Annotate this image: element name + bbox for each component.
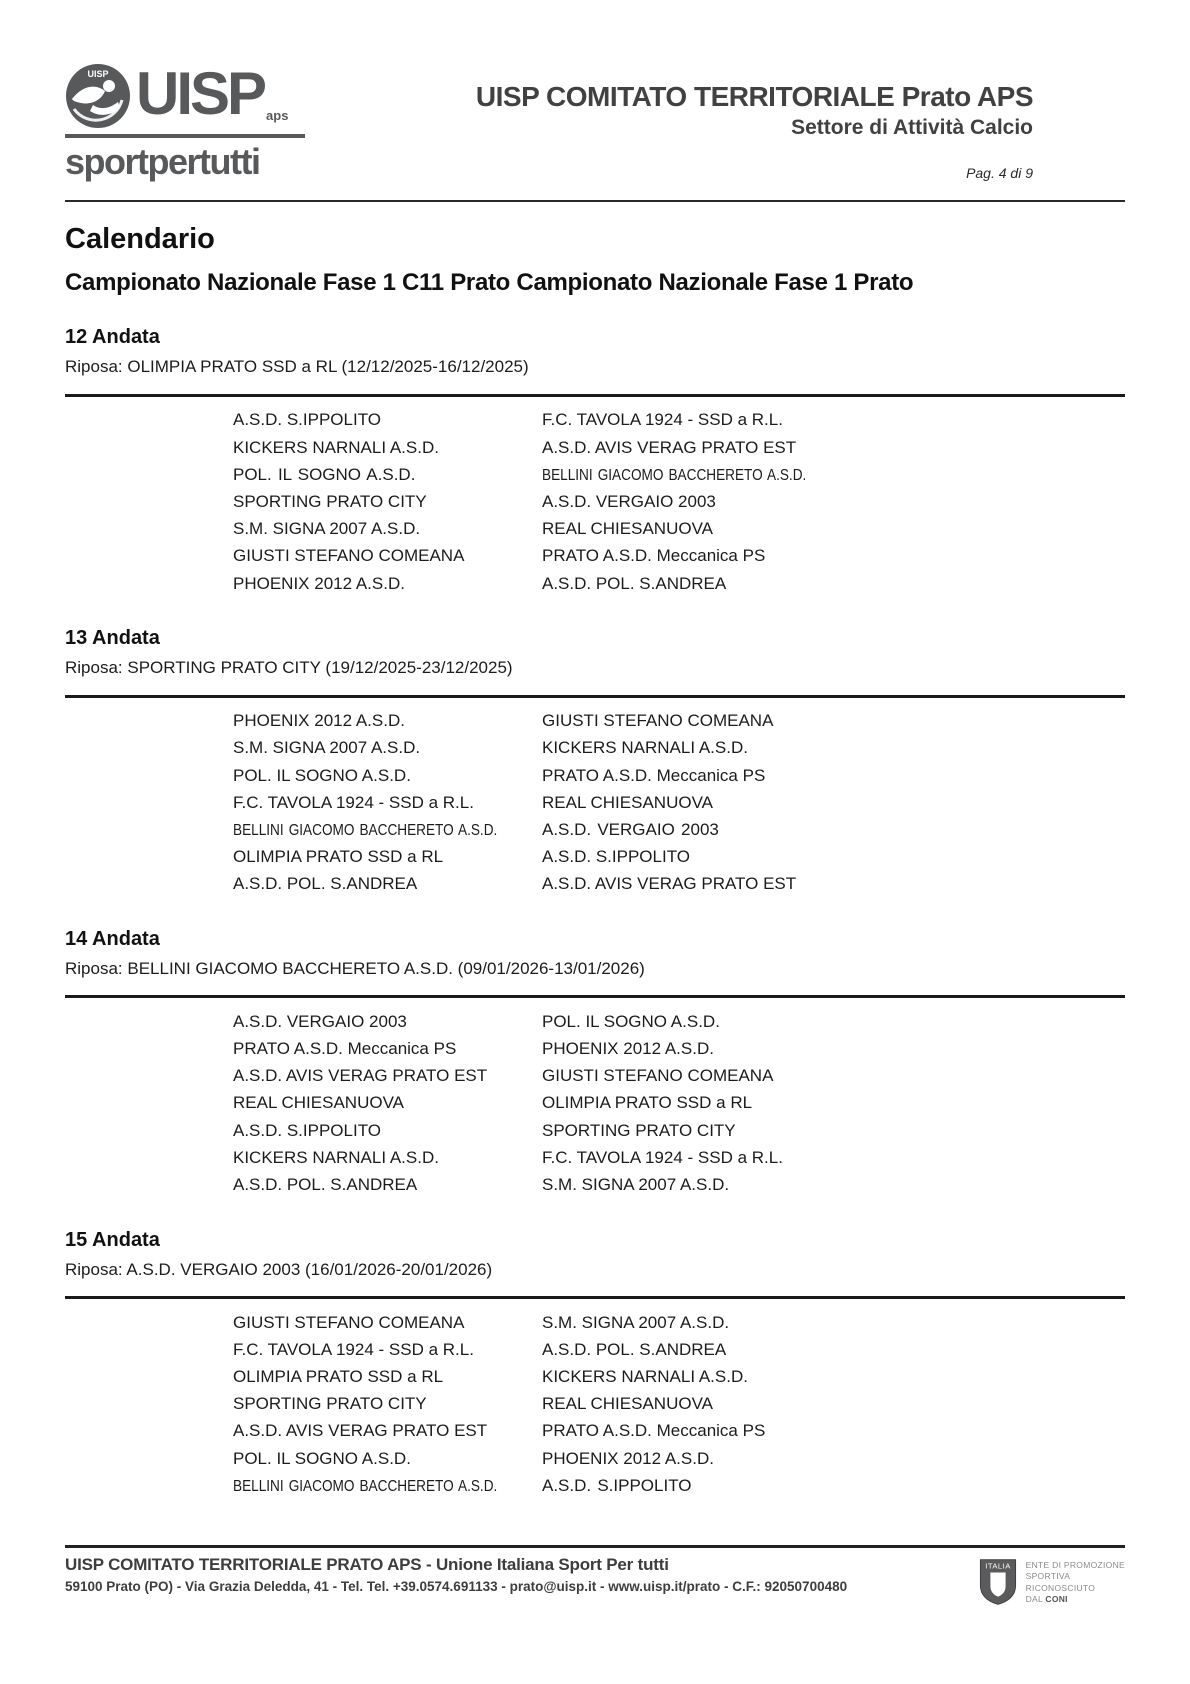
team-name: OLIMPIA PRATO SSD a RL [233, 1366, 444, 1386]
home-team [233, 711, 542, 731]
home-team [233, 1175, 542, 1195]
home-team [233, 1476, 542, 1496]
badge-line: RICONOSCIUTO [1025, 1582, 1096, 1593]
badge-line: SPORTIVA [1025, 1571, 1071, 1582]
team-name: A.S.D. AVIS VERAG PRATO EST [233, 1421, 488, 1441]
away-team [542, 465, 1125, 485]
match-row [233, 434, 1125, 461]
team-name: A.S.D. VERGAIO 2003 [542, 819, 719, 839]
home-team [233, 766, 542, 786]
round-rest-note: Riposa: BELLINI GIACOMO BACCHERETO A.S.D. (09/01/2026-13/01/2026) [65, 958, 645, 978]
match-row [233, 543, 1125, 570]
team-name: F.C. TAVOLA 1924 - SSD a R.L. [233, 792, 474, 812]
away-team [542, 546, 1125, 566]
away-team [542, 1039, 1125, 1059]
team-name: A.S.D. S.IPPOLITO [233, 1120, 382, 1140]
match-row [233, 1445, 1125, 1472]
away-team [542, 1313, 1125, 1333]
emblem-arc-text: UISP [87, 69, 109, 79]
round-rest-note: Riposa: SPORTING PRATO CITY (19/12/2025-23/12/2025) [65, 658, 513, 678]
away-team [542, 519, 1125, 539]
home-team [233, 410, 542, 430]
home-team [233, 438, 542, 458]
match-row [233, 1418, 1125, 1445]
home-team [233, 1421, 542, 1441]
team-name: F.C. TAVOLA 1924 - SSD a R.L. [542, 410, 783, 430]
match-row [233, 708, 1125, 735]
team-name: PRATO A.S.D. Meccanica PS [233, 1039, 457, 1059]
home-team [233, 1012, 542, 1032]
team-name: BELLINI GIACOMO BACCHERETO A.S.D. [542, 466, 807, 484]
team-name: BELLINI GIACOMO BACCHERETO A.S.D. [233, 821, 498, 839]
home-team [233, 1340, 542, 1360]
header-subtitle: Settore di Attività Calcio [791, 116, 1033, 139]
team-name: KICKERS NARNALI A.S.D. [542, 1366, 748, 1386]
match-row [233, 816, 1125, 843]
team-name: BELLINI GIACOMO BACCHERETO A.S.D. [233, 1477, 498, 1495]
team-name: GIUSTI STEFANO COMEANA [542, 711, 774, 731]
match-list [65, 698, 1125, 898]
match-row [233, 1090, 1125, 1117]
away-team [542, 1476, 1125, 1496]
team-name: PHOENIX 2012 A.S.D. [233, 711, 405, 731]
round-section [65, 627, 1125, 898]
competition-title: Campionato Nazionale Fase 1 C11 Prato Campionato Nazionale Fase 1 Prato [65, 268, 914, 296]
team-name: PHOENIX 2012 A.S.D. [233, 573, 405, 593]
team-name: A.S.D. VERGAIO 2003 [233, 1011, 407, 1031]
team-name: PHOENIX 2012 A.S.D. [542, 1039, 714, 1059]
team-name: S.M. SIGNA 2007 A.S.D. [542, 1175, 730, 1194]
team-name: KICKERS NARNALI A.S.D. [233, 1147, 439, 1167]
away-team [542, 1367, 1125, 1387]
home-team [233, 1039, 542, 1059]
home-team [233, 793, 542, 813]
team-name: GIUSTI STEFANO COMEANA [233, 546, 465, 566]
away-team [542, 1066, 1125, 1086]
away-team [542, 711, 1125, 731]
home-team [233, 847, 542, 867]
team-name: F.C. TAVOLA 1924 - SSD a R.L. [233, 1339, 474, 1359]
home-team [233, 519, 542, 539]
team-name: OLIMPIA PRATO SSD a RL [542, 1093, 753, 1113]
logo-row [65, 60, 330, 129]
home-team [233, 1093, 542, 1113]
home-team [233, 1313, 542, 1333]
team-name: A.S.D. AVIS VERAG PRATO EST [233, 1066, 488, 1086]
round-title: 12 Andata [65, 326, 160, 349]
page-number-label: Pag. 4 di 9 [966, 165, 1033, 181]
home-team [233, 874, 542, 894]
team-name: S.M. SIGNA 2007 A.S.D. [233, 738, 421, 758]
match-row [233, 1171, 1125, 1198]
team-name: SPORTING PRATO CITY [542, 1120, 736, 1140]
away-team [542, 1394, 1125, 1414]
round-title: 13 Andata [65, 627, 160, 650]
team-name: A.S.D. POL. S.ANDREA [233, 874, 418, 894]
team-name: A.S.D. S.IPPOLITO [542, 847, 691, 867]
header-title: UISP COMITATO TERRITORIALE Prato APS [475, 81, 1033, 112]
match-row [233, 1144, 1125, 1171]
logo-brand-text: UISP [136, 60, 265, 127]
badge-line: ENTE DI PROMOZIONE [1025, 1560, 1125, 1570]
match-row [233, 1363, 1125, 1390]
away-team [542, 1175, 1125, 1195]
team-name: POL. IL SOGNO A.S.D. [233, 765, 411, 785]
uisp-emblem-icon [65, 63, 131, 129]
rounds [65, 326, 1125, 1499]
match-row [233, 762, 1125, 789]
match-row [233, 1309, 1125, 1336]
away-team [542, 1121, 1125, 1141]
round-rest-note: Riposa: A.S.D. VERGAIO 2003 (16/01/2026-20/01/2026) [65, 1259, 493, 1279]
team-name: REAL CHIESANUOVA [542, 519, 713, 539]
away-team [542, 874, 1125, 894]
team-name: POL. IL SOGNO A.S.D. [233, 1448, 411, 1468]
team-name: PRATO A.S.D. Meccanica PS [542, 765, 766, 785]
team-name: REAL CHIESANUOVA [233, 1093, 404, 1113]
team-name: GIUSTI STEFANO COMEANA [542, 1066, 774, 1086]
match-row [233, 735, 1125, 762]
away-team [542, 793, 1125, 813]
home-team [233, 1449, 542, 1469]
team-name: A.S.D. S.IPPOLITO [542, 1475, 692, 1495]
header-text-block [330, 55, 1125, 200]
team-name: KICKERS NARNALI A.S.D. [542, 738, 748, 758]
team-name: SPORTING PRATO CITY [233, 492, 427, 512]
team-name: KICKERS NARNALI A.S.D. [233, 437, 439, 457]
away-team [542, 1093, 1125, 1113]
logo-divider [65, 134, 305, 138]
match-row [233, 844, 1125, 871]
team-name: PHOENIX 2012 A.S.D. [542, 1448, 714, 1468]
team-name: A.S.D. POL. S.ANDREA [542, 1339, 727, 1359]
coni-badge-text [1026, 1558, 1125, 1606]
team-name: PRATO A.S.D. Meccanica PS [542, 1421, 766, 1441]
home-team [233, 1066, 542, 1086]
away-team [542, 492, 1125, 512]
round-rest-note: Riposa: OLIMPIA PRATO SSD a RL (12/12/2025-16/12/2025) [65, 357, 529, 377]
away-team [542, 410, 1125, 430]
team-name: A.S.D. S.IPPOLITO [233, 410, 382, 430]
away-team [542, 766, 1125, 786]
away-team [542, 1148, 1125, 1168]
home-team [233, 820, 542, 840]
team-name: S.M. SIGNA 2007 A.S.D. [233, 519, 421, 539]
home-team [233, 738, 542, 758]
away-team [542, 1340, 1125, 1360]
match-list [65, 397, 1125, 597]
away-team [542, 1012, 1125, 1032]
logo-tagline: sportpertutti [65, 141, 260, 182]
footer-contact-line: 59100 Prato (PO) - Via Grazia Deledda, 41 - Tel. Tel. +39.0574.691133 - prato@uisp.it - www.uisp.it/prato - C.F.: 92050700480 [65, 1579, 848, 1594]
coni-badge [979, 1555, 1125, 1606]
match-row [233, 570, 1125, 597]
match-row [233, 1035, 1125, 1062]
match-list [65, 1299, 1125, 1499]
shield-label: ITALIA [984, 1561, 1011, 1571]
badge-coni-prefix: DAL [1025, 1594, 1046, 1605]
match-row [233, 1336, 1125, 1363]
team-name: POL. IL SOGNO A.S.D. [233, 464, 416, 484]
badge-line [1026, 1594, 1125, 1605]
home-team [233, 546, 542, 566]
team-name: GIUSTI STEFANO COMEANA [233, 1312, 465, 1332]
match-row [233, 871, 1125, 898]
round-title: 14 Andata [65, 927, 160, 950]
away-team [542, 738, 1125, 758]
footer-text-block [65, 1555, 847, 1594]
match-row [233, 1472, 1125, 1499]
match-row [233, 1117, 1125, 1144]
round-title: 15 Andata [65, 1228, 160, 1251]
home-team [233, 1148, 542, 1168]
team-name: A.S.D. VERGAIO 2003 [542, 492, 716, 512]
italia-shield-icon [979, 1558, 1017, 1606]
team-name: PRATO A.S.D. Meccanica PS [542, 546, 766, 566]
home-team [233, 1394, 542, 1414]
match-row [233, 1008, 1125, 1035]
logo-aps-text: aps [266, 108, 289, 123]
page-header [65, 55, 1125, 200]
team-name: POL. IL SOGNO A.S.D. [542, 1011, 720, 1031]
home-team [233, 574, 542, 594]
uisp-logo [65, 55, 330, 200]
away-team [542, 1449, 1125, 1469]
match-list [65, 998, 1125, 1198]
match-row [233, 1063, 1125, 1090]
team-name: A.S.D. POL. S.ANDREA [542, 573, 727, 593]
team-name: SPORTING PRATO CITY [233, 1394, 427, 1414]
team-name: REAL CHIESANUOVA [542, 792, 713, 812]
match-row [233, 1391, 1125, 1418]
round-section [65, 1229, 1125, 1500]
document-title: Calendario [65, 223, 215, 255]
footer-org-line: UISP COMITATO TERRITORIALE PRATO APS - Unione Italiana Sport Per tutti [65, 1555, 669, 1574]
match-row [233, 789, 1125, 816]
match-row [233, 461, 1125, 488]
page-footer [65, 1545, 1125, 1606]
team-name: F.C. TAVOLA 1924 - SSD a R.L. [542, 1147, 783, 1167]
round-section [65, 928, 1125, 1199]
round-section [65, 326, 1125, 597]
away-team [542, 574, 1125, 594]
away-team [542, 438, 1125, 458]
away-team [542, 820, 1125, 840]
team-name: OLIMPIA PRATO SSD a RL [233, 847, 444, 867]
badge-coni: CONI [1045, 1594, 1068, 1605]
team-name: A.S.D. POL. S.ANDREA [233, 1175, 418, 1194]
home-team [233, 492, 542, 512]
away-team [542, 1421, 1125, 1441]
away-team [542, 847, 1125, 867]
match-row [233, 516, 1125, 543]
team-name: REAL CHIESANUOVA [542, 1394, 713, 1414]
team-name: A.S.D. AVIS VERAG PRATO EST [542, 874, 797, 894]
home-team [233, 465, 542, 485]
match-row [233, 407, 1125, 434]
home-team [233, 1121, 542, 1141]
home-team [233, 1367, 542, 1387]
match-row [233, 488, 1125, 515]
team-name: A.S.D. AVIS VERAG PRATO EST [542, 437, 797, 457]
team-name: S.M. SIGNA 2007 A.S.D. [542, 1312, 730, 1332]
header-rule [65, 200, 1125, 202]
logo-wordmark [136, 60, 289, 127]
